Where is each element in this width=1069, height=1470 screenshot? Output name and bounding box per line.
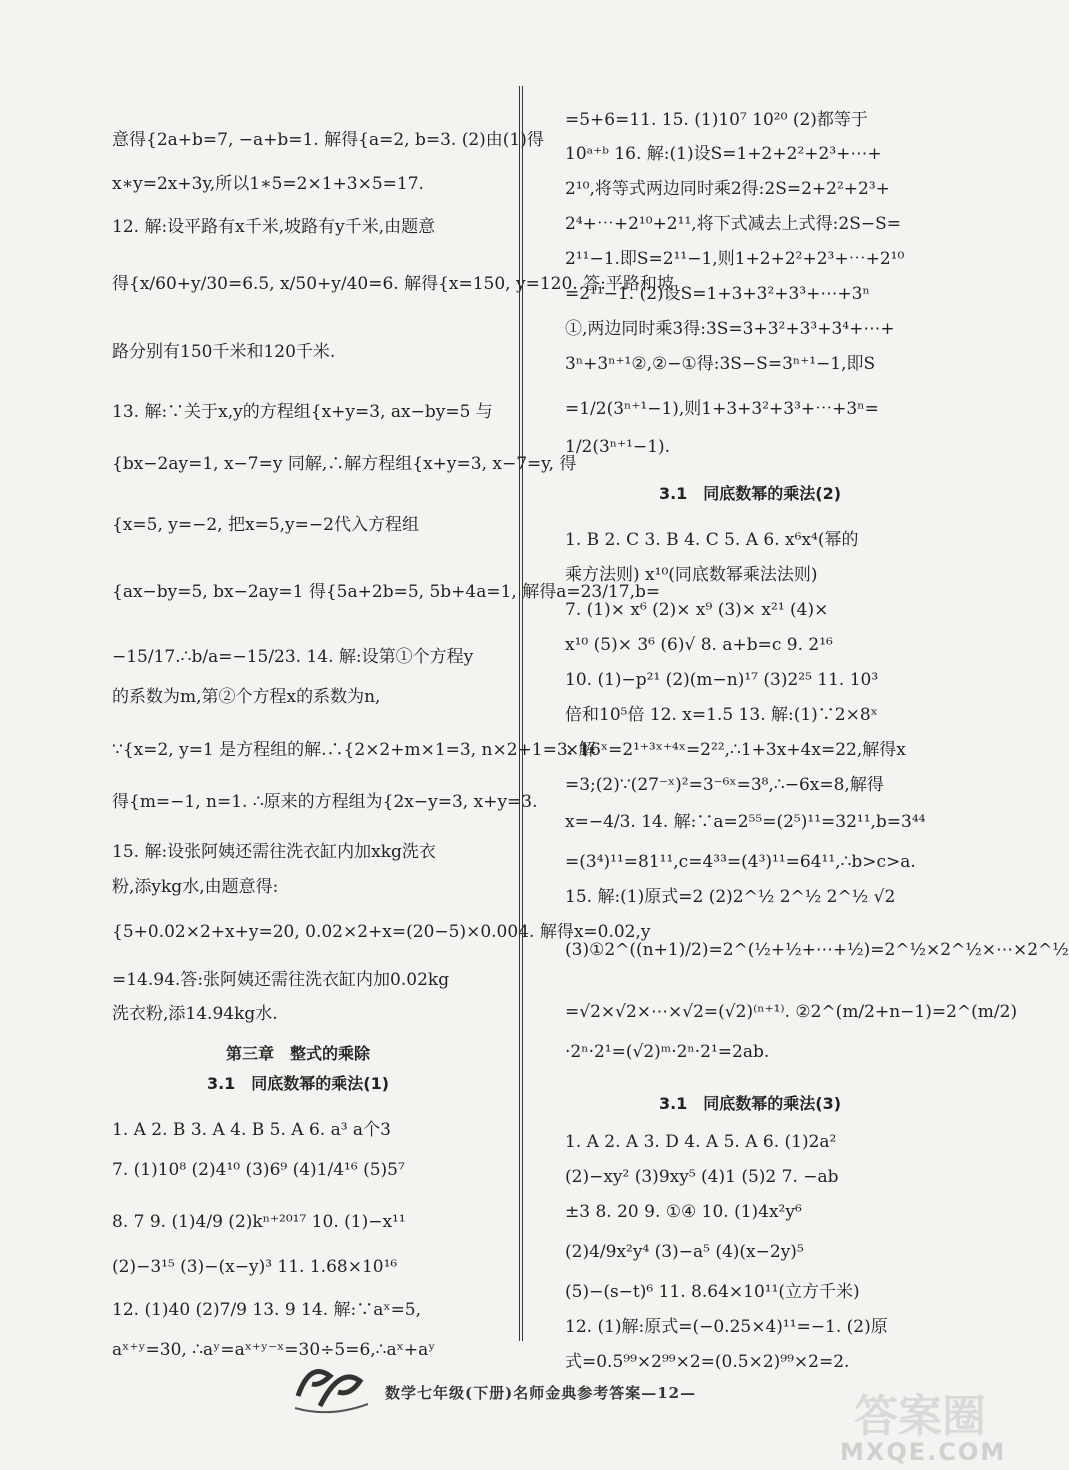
answer-line: −15/17.∴b/a=−15/23. 14. 解:设第①个方程y: [112, 647, 474, 667]
answer-line: 12. 解:设平路有x千米,坡路有y千米,由题意: [112, 217, 436, 237]
answer-line: 7. (1)10⁸ (2)4¹⁰ (3)6⁹ (4)1/4¹⁶ (5)5⁷: [112, 1160, 405, 1180]
answer-line: {bx−2ay=1, x−7=y 同解,∴解方程组{x+y=3, x−7=y, 得: [112, 454, 577, 474]
answer-line: =5+6=11. 15. (1)10⁷ 10²⁰ (2)都等于: [565, 110, 868, 130]
answer-line: 2⁴+⋯+2¹⁰+2¹¹,将下式减去上式得:2S−S=: [565, 214, 901, 234]
answer-line: 12. (1)40 (2)7/9 13. 9 14. 解:∵aˣ=5,: [112, 1300, 422, 1320]
answer-line: 的系数为m,第②个方程x的系数为n,: [112, 687, 381, 707]
answer-line: =3;(2)∵(27⁻ˣ)²=3⁻⁶ˣ=3⁸,∴−6x=8,解得: [565, 775, 884, 795]
answer-line: =14.94.答:张阿姨还需往洗衣缸内加0.02kg: [112, 970, 450, 990]
answer-line: (5)−(s−t)⁶ 11. 8.64×10¹¹(立方千米): [565, 1282, 860, 1302]
answer-line: 1. A 2. B 3. A 4. B 5. A 6. a³ a个3: [112, 1120, 391, 1140]
answer-line: ∵{x=2, y=1 是方程组的解.∴{2×2+m×1=3, n×2+1=3. 解: [112, 740, 596, 760]
answer-line: x∗y=2x+3y,所以1∗5=2×1+3×5=17.: [112, 174, 424, 194]
answer-line: (2)4/9x²y⁴ (3)−a⁵ (4)(x−2y)⁵: [565, 1242, 804, 1262]
answer-line: 2¹⁰,将等式两边同时乘2得:2S=2+2²+2³+: [565, 179, 890, 199]
answer-line: 15. 解:设张阿姨还需往洗衣缸内加xkg洗衣: [112, 842, 436, 862]
answer-line: 1. A 2. A 3. D 4. A 5. A 6. (1)2a²: [565, 1132, 837, 1152]
right-column: [565, 100, 1069, 1372]
answer-line: 乘方法则) x¹⁰(同底数幂乘法法则): [565, 565, 818, 585]
answer-line: aˣ⁺ʸ=30, ∴aʸ=aˣ⁺ʸ⁻ˣ=30÷5=6,∴aˣ+aʸ: [112, 1340, 436, 1360]
answer-line: 路分别有150千米和120千米.: [112, 342, 336, 362]
answer-line: {5+0.02×2+x+y=20, 0.02×2+x=(20−5)×0.004. 解得x=0.02,y: [112, 922, 651, 942]
answer-line: ①,两边同时乘3得:3S=3+3²+3³+3⁴+⋯+: [565, 319, 895, 339]
answer-line: =√2×√2×⋯×√2=(√2)⁽ⁿ⁺¹⁾. ②2^(m/2+n−1)=2^(m/2): [565, 1002, 1018, 1022]
answer-line: 得{m=−1, n=1. ∴原来的方程组为{2x−y=3, x+y=3.: [112, 792, 538, 812]
answer-line: 式=0.5⁹⁹×2⁹⁹×2=(0.5×2)⁹⁹×2=2.: [565, 1352, 850, 1372]
watermark-url: MXQE.COM: [840, 1438, 1007, 1466]
answer-line: 得{x/60+y/30=6.5, x/50+y/40=6. 解得{x=150, y=120. 答:平路和坡: [112, 274, 674, 294]
answer-line: x=−4/3. 14. 解:∵a=2⁵⁵=(2⁵)¹¹=32¹¹,b=3⁴⁴: [565, 812, 926, 832]
answer-line: =1/2(3ⁿ⁺¹−1),则1+3+3²+3³+⋯+3ⁿ=: [565, 399, 879, 419]
answer-line: (2)−3¹⁵ (3)−(x−y)³ 11. 1.68×10¹⁶: [112, 1257, 398, 1277]
answer-line: 8. 7 9. (1)4/9 (2)kⁿ⁺²⁰¹⁷ 10. (1)−x¹¹: [112, 1212, 406, 1232]
answer-line: (2)−xy² (3)9xy⁵ (4)1 (5)2 7. −ab: [565, 1167, 839, 1187]
answer-line: 洗衣粉,添14.94kg水.: [112, 1004, 278, 1024]
section-title: 3.1 同底数幂的乘法(1): [206, 1074, 390, 1093]
watermark: [840, 1380, 1007, 1470]
answer-line: =(3⁴)¹¹=81¹¹,c=4³³=(4³)¹¹=64¹¹,∴b>c>a.: [565, 852, 916, 872]
answer-line: 倍和10⁵倍 12. x=1.5 13. 解:(1)∵2×8ˣ: [565, 705, 878, 725]
answer-line: 12. (1)解:原式=(−0.25×4)¹¹=−1. (2)原: [565, 1317, 888, 1337]
answer-line: 7. (1)× x⁶ (2)× x⁹ (3)× x²¹ (4)×: [565, 600, 829, 620]
section-title: 3.1 同底数幂的乘法(3): [658, 1094, 842, 1113]
answer-line: ×16ˣ=2¹⁺³ˣ⁺⁴ˣ=2²²,∴1+3x+4x=22,解得x: [565, 740, 906, 760]
watermark-logo-text: 答案圈: [854, 1391, 986, 1442]
answer-line: 1. B 2. C 3. B 4. C 5. A 6. x⁶x⁴(幂的: [565, 530, 859, 550]
answer-line: 3ⁿ+3ⁿ⁺¹②,②−①得:3S−S=3ⁿ⁺¹−1,即S: [565, 354, 876, 374]
answer-line: 粉,添ykg水,由题意得:: [112, 877, 279, 897]
answer-line: ±3 8. 20 9. ①④ 10. (1)4x²y⁶: [565, 1202, 802, 1222]
publisher-logo-icon: [290, 1356, 370, 1416]
answer-line: =2¹¹−1. (2)设S=1+3+3²+3³+⋯+3ⁿ: [565, 284, 870, 304]
answer-line: 13. 解:∵关于x,y的方程组{x+y=3, ax−by=5 与: [112, 402, 493, 422]
answer-line: 10ᵃ⁺ᵇ 16. 解:(1)设S=1+2+2²+2³+⋯+: [565, 144, 882, 164]
page-footer: [290, 1356, 810, 1416]
section-title: 3.1 同底数幂的乘法(2): [658, 484, 842, 503]
answer-line: 10. (1)−p²¹ (2)(m−n)¹⁷ (3)2²⁵ 11. 10³: [565, 670, 879, 690]
answer-line: ·2ⁿ·2¹=(√2)ᵐ·2ⁿ·2¹=2ab.: [565, 1042, 770, 1062]
answer-line: (3)①2^((n+1)/2)=2^(½+½+⋯+½)=2^½×2^½×⋯×2^½: [565, 940, 1069, 960]
answer-line: {ax−by=5, bx−2ay=1 得{5a+2b=5, 5b+4a=1, 解得a=23/17,b=: [112, 582, 661, 602]
answer-line: x¹⁰ (5)× 3⁶ (6)√ 8. a+b=c 9. 2¹⁶: [565, 635, 833, 655]
answer-line: 意得{2a+b=7, −a+b=1. 解得{a=2, b=3. (2)由(1)得: [112, 130, 544, 150]
chapter-title: 第三章 整式的乘除: [225, 1044, 370, 1063]
footer-text: 数学七年级(下册)名师金典参考答案—12—: [385, 1384, 697, 1402]
answer-line: 2¹¹−1.即S=2¹¹−1,则1+2+2²+2³+⋯+2¹⁰: [565, 249, 905, 269]
answer-line: 15. 解:(1)原式=2 (2)2^½ 2^½ 2^½ √2: [565, 887, 896, 907]
answer-line: {x=5, y=−2, 把x=5,y=−2代入方程组: [112, 515, 419, 535]
column-divider: [519, 86, 523, 1341]
answer-line: 1/2(3ⁿ⁺¹−1).: [565, 437, 671, 457]
